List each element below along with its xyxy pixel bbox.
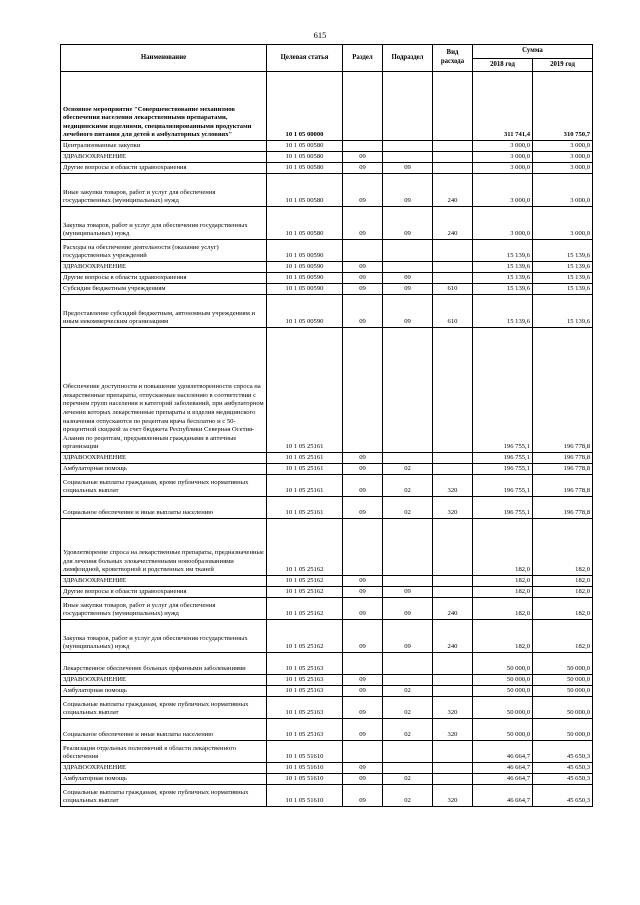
cell-subsection: 09	[383, 284, 433, 295]
cell-section: 09	[343, 785, 383, 807]
cell-subsection	[383, 72, 433, 141]
cell-expense-type	[433, 686, 473, 697]
cell-target: 10 1 05 25163	[267, 719, 343, 741]
cell-amount-2018: 3 000,0	[473, 207, 533, 240]
cell-name: Социальные выплаты гражданам, кроме публичных нормативных социальных выплат	[61, 785, 267, 807]
cell-target: 10 1 05 25162	[267, 587, 343, 598]
cell-subsection: 09	[383, 295, 433, 328]
cell-subsection: 02	[383, 475, 433, 497]
cell-section: 09	[343, 453, 383, 464]
table-row	[61, 174, 593, 207]
cell-amount-2018: 182,0	[473, 598, 533, 620]
cell-amount-2019: 182,0	[533, 576, 593, 587]
cell-amount-2018: 196 755,1	[473, 475, 533, 497]
cell-amount-2019: 50 000,0	[533, 675, 593, 686]
cell-section: 09	[343, 587, 383, 598]
cell-section: 09	[343, 152, 383, 163]
cell-name: Основное мероприятие "Совершенствование механизмов обеспечения населения лекарственными препаратами, медицинскими изделиями, специализированными продуктами лечебного питания для детей в амбулаторных условиях"	[61, 72, 267, 141]
cell-subsection	[383, 741, 433, 763]
cell-name: Амбулаторная помощь	[61, 774, 267, 785]
cell-amount-2018: 182,0	[473, 519, 533, 576]
header-amount: Сумма	[473, 45, 593, 59]
table-row	[61, 741, 593, 763]
cell-amount-2018: 311 741,4	[473, 72, 533, 141]
cell-amount-2018: 196 755,1	[473, 328, 533, 453]
cell-amount-2019: 196 778,8	[533, 497, 593, 519]
cell-target: 10 1 05 00580	[267, 174, 343, 207]
cell-amount-2019: 50 000,0	[533, 653, 593, 675]
cell-target: 10 1 05 25162	[267, 620, 343, 653]
cell-expense-type	[433, 141, 473, 152]
table-row	[61, 598, 593, 620]
cell-expense-type	[433, 152, 473, 163]
cell-subsection: 09	[383, 598, 433, 620]
cell-amount-2018: 15 139,6	[473, 273, 533, 284]
cell-section	[343, 240, 383, 262]
cell-name: ЗДРАВООХРАНЕНИЕ	[61, 675, 267, 686]
table-row	[61, 328, 593, 453]
cell-amount-2018: 196 755,1	[473, 453, 533, 464]
cell-target: 10 1 05 25163	[267, 653, 343, 675]
cell-amount-2018: 182,0	[473, 587, 533, 598]
cell-expense-type: 320	[433, 719, 473, 741]
table-row	[61, 240, 593, 262]
cell-amount-2018: 3 000,0	[473, 174, 533, 207]
cell-target: 10 1 05 51610	[267, 741, 343, 763]
cell-name: Амбулаторная помощь	[61, 464, 267, 475]
cell-subsection: 09	[383, 620, 433, 653]
cell-expense-type	[433, 240, 473, 262]
table-row	[61, 273, 593, 284]
cell-subsection: 02	[383, 464, 433, 475]
cell-subsection: 09	[383, 273, 433, 284]
table-row	[61, 141, 593, 152]
cell-amount-2018: 46 664,7	[473, 774, 533, 785]
cell-amount-2019: 3 000,0	[533, 207, 593, 240]
cell-target: 10 1 05 25161	[267, 328, 343, 453]
cell-expense-type	[433, 576, 473, 587]
cell-section: 09	[343, 262, 383, 273]
header-year-2019: 2019 год	[533, 59, 593, 72]
table-row	[61, 262, 593, 273]
cell-subsection: 02	[383, 686, 433, 697]
cell-amount-2019: 50 000,0	[533, 686, 593, 697]
cell-target: 10 1 05 25162	[267, 576, 343, 587]
cell-target: 10 1 05 25163	[267, 686, 343, 697]
cell-amount-2018: 50 000,0	[473, 719, 533, 741]
cell-amount-2018: 15 139,6	[473, 295, 533, 328]
header-target: Целевая статья	[267, 45, 343, 72]
cell-subsection: 02	[383, 785, 433, 807]
cell-name: Иные закупки товаров, работ и услуг для обеспечения государственных (муниципальных) нужд	[61, 598, 267, 620]
header-subsection: Подраздел	[383, 45, 433, 72]
cell-expense-type: 320	[433, 697, 473, 719]
table-row	[61, 453, 593, 464]
cell-name: Предоставление субсидий бюджетным, автономным учреждениям и иным некоммерческим организациям	[61, 295, 267, 328]
cell-amount-2018: 50 000,0	[473, 686, 533, 697]
table-row	[61, 72, 593, 141]
table-body	[61, 72, 593, 807]
cell-subsection: 09	[383, 163, 433, 174]
cell-amount-2019: 196 778,8	[533, 464, 593, 475]
cell-subsection: 02	[383, 497, 433, 519]
cell-section: 09	[343, 719, 383, 741]
cell-amount-2018: 3 000,0	[473, 163, 533, 174]
cell-subsection	[383, 653, 433, 675]
cell-target: 10 1 05 00590	[267, 273, 343, 284]
cell-expense-type: 320	[433, 475, 473, 497]
cell-amount-2019: 50 000,0	[533, 719, 593, 741]
cell-amount-2019: 3 000,0	[533, 163, 593, 174]
cell-subsection	[383, 240, 433, 262]
cell-expense-type	[433, 72, 473, 141]
cell-section: 09	[343, 620, 383, 653]
cell-target: 10 1 05 00590	[267, 295, 343, 328]
cell-section: 09	[343, 464, 383, 475]
cell-subsection: 09	[383, 207, 433, 240]
cell-amount-2018: 50 000,0	[473, 675, 533, 686]
cell-amount-2019: 45 650,3	[533, 785, 593, 807]
cell-amount-2018: 196 755,1	[473, 464, 533, 475]
cell-amount-2019: 182,0	[533, 587, 593, 598]
cell-amount-2018: 46 664,7	[473, 763, 533, 774]
cell-section: 09	[343, 295, 383, 328]
cell-expense-type	[433, 774, 473, 785]
cell-name: Удовлетворение спроса на лекарственные препараты, предназначенные для лечения больных злокачественными новообразованиями лимфоидной, кроветворной и родственных им тканей	[61, 519, 267, 576]
table-row	[61, 774, 593, 785]
cell-expense-type	[433, 675, 473, 686]
cell-amount-2018: 3 000,0	[473, 152, 533, 163]
cell-subsection: 09	[383, 174, 433, 207]
table-row	[61, 763, 593, 774]
cell-amount-2019: 310 750,7	[533, 72, 593, 141]
table-row	[61, 686, 593, 697]
cell-section	[343, 72, 383, 141]
page-number: 615	[313, 30, 327, 40]
cell-expense-type: 240	[433, 174, 473, 207]
cell-target: 10 1 05 00580	[267, 141, 343, 152]
table-row	[61, 785, 593, 807]
header-section: Раздел	[343, 45, 383, 72]
cell-section: 09	[343, 675, 383, 686]
cell-subsection	[383, 328, 433, 453]
cell-subsection: 02	[383, 719, 433, 741]
cell-amount-2019: 182,0	[533, 598, 593, 620]
cell-amount-2018: 50 000,0	[473, 653, 533, 675]
cell-section: 09	[343, 475, 383, 497]
cell-section	[343, 519, 383, 576]
cell-subsection	[383, 141, 433, 152]
cell-amount-2019: 196 778,8	[533, 328, 593, 453]
cell-amount-2018: 182,0	[473, 620, 533, 653]
cell-amount-2019: 3 000,0	[533, 141, 593, 152]
cell-expense-type	[433, 763, 473, 774]
cell-target: 10 1 05 00590	[267, 284, 343, 295]
table-row	[61, 587, 593, 598]
cell-name: ЗДРАВООХРАНЕНИЕ	[61, 576, 267, 587]
cell-target: 10 1 05 00580	[267, 152, 343, 163]
cell-subsection: 02	[383, 697, 433, 719]
cell-subsection	[383, 576, 433, 587]
cell-target: 10 1 05 00580	[267, 163, 343, 174]
cell-expense-type: 320	[433, 497, 473, 519]
table-row	[61, 284, 593, 295]
cell-target: 10 1 05 25161	[267, 497, 343, 519]
cell-amount-2019: 196 778,8	[533, 453, 593, 464]
cell-target: 10 1 05 25163	[267, 675, 343, 686]
table-row	[61, 719, 593, 741]
cell-name: ЗДРАВООХРАНЕНИЕ	[61, 453, 267, 464]
cell-target: 10 1 05 00580	[267, 207, 343, 240]
cell-amount-2018: 3 000,0	[473, 141, 533, 152]
cell-name: ЗДРАВООХРАНЕНИЕ	[61, 262, 267, 273]
cell-target: 10 1 05 00000	[267, 72, 343, 141]
table-row	[61, 697, 593, 719]
cell-target: 10 1 05 25162	[267, 598, 343, 620]
cell-amount-2018: 46 664,7	[473, 741, 533, 763]
cell-subsection: 09	[383, 587, 433, 598]
cell-subsection	[383, 262, 433, 273]
cell-expense-type	[433, 464, 473, 475]
cell-name: Амбулаторная помощь	[61, 686, 267, 697]
cell-target: 10 1 05 25162	[267, 519, 343, 576]
cell-amount-2018: 196 755,1	[473, 497, 533, 519]
cell-subsection: 02	[383, 774, 433, 785]
cell-expense-type	[433, 587, 473, 598]
table-row	[61, 497, 593, 519]
cell-name: Реализация отдельных полномочий в области лекарственного обеспечения	[61, 741, 267, 763]
cell-name: ЗДРАВООХРАНЕНИЕ	[61, 763, 267, 774]
cell-expense-type	[433, 453, 473, 464]
header-expense-type: Вид расхода	[433, 45, 473, 72]
cell-section: 09	[343, 174, 383, 207]
cell-name: Закупка товаров, работ и услуг для обеспечения государственных (муниципальных) нужд	[61, 620, 267, 653]
cell-amount-2018: 15 139,6	[473, 240, 533, 262]
cell-subsection	[383, 453, 433, 464]
cell-expense-type	[433, 519, 473, 576]
cell-amount-2019: 15 139,6	[533, 240, 593, 262]
cell-expense-type	[433, 653, 473, 675]
cell-subsection	[383, 675, 433, 686]
table-row	[61, 653, 593, 675]
header-year-2018: 2018 год	[473, 59, 533, 72]
table-row	[61, 464, 593, 475]
cell-amount-2019: 50 000,0	[533, 697, 593, 719]
cell-name: Иные закупки товаров, работ и услуг для обеспечения государственных (муниципальных) нужд	[61, 174, 267, 207]
cell-amount-2019: 3 000,0	[533, 174, 593, 207]
cell-section: 09	[343, 697, 383, 719]
cell-amount-2019: 3 000,0	[533, 152, 593, 163]
cell-section	[343, 653, 383, 675]
cell-amount-2019: 182,0	[533, 620, 593, 653]
cell-section: 09	[343, 763, 383, 774]
cell-name: ЗДРАВООХРАНЕНИЕ	[61, 152, 267, 163]
table-row	[61, 295, 593, 328]
cell-name: Субсидии бюджетным учреждениям	[61, 284, 267, 295]
cell-amount-2019: 45 650,3	[533, 763, 593, 774]
cell-name: Расходы на обеспечение деятельности (оказание услуг) государственных учреждений	[61, 240, 267, 262]
cell-target: 10 1 05 51610	[267, 774, 343, 785]
cell-subsection	[383, 152, 433, 163]
cell-section: 09	[343, 686, 383, 697]
cell-amount-2019: 182,0	[533, 519, 593, 576]
cell-section: 09	[343, 163, 383, 174]
cell-name: Социальные выплаты гражданам, кроме публичных нормативных социальных выплат	[61, 475, 267, 497]
cell-section: 09	[343, 284, 383, 295]
cell-amount-2019: 45 650,3	[533, 741, 593, 763]
cell-name: Другие вопросы в области здравоохранения	[61, 163, 267, 174]
cell-amount-2018: 182,0	[473, 576, 533, 587]
cell-target: 10 1 05 00590	[267, 240, 343, 262]
cell-name: Закупка товаров, работ и услуг для обеспечения государственных (муниципальных) нужд	[61, 207, 267, 240]
cell-expense-type: 240	[433, 598, 473, 620]
cell-expense-type: 240	[433, 207, 473, 240]
cell-section: 09	[343, 576, 383, 587]
cell-name: Социальные выплаты гражданам, кроме публичных нормативных социальных выплат	[61, 697, 267, 719]
header-name: Наименование	[61, 45, 267, 72]
cell-name: Другие вопросы в области здравоохранения	[61, 273, 267, 284]
table-row	[61, 207, 593, 240]
cell-subsection	[383, 519, 433, 576]
cell-section: 09	[343, 273, 383, 284]
cell-section: 09	[343, 598, 383, 620]
table-row	[61, 675, 593, 686]
cell-amount-2019: 15 139,6	[533, 295, 593, 328]
cell-target: 10 1 05 25161	[267, 464, 343, 475]
cell-target: 10 1 05 25161	[267, 475, 343, 497]
cell-section	[343, 141, 383, 152]
cell-section: 09	[343, 774, 383, 785]
cell-amount-2018: 50 000,0	[473, 697, 533, 719]
cell-expense-type: 320	[433, 785, 473, 807]
cell-target: 10 1 05 51610	[267, 785, 343, 807]
cell-target: 10 1 05 00590	[267, 262, 343, 273]
cell-name: Социальное обеспечение и иные выплаты населению	[61, 719, 267, 741]
cell-target: 10 1 05 25163	[267, 697, 343, 719]
budget-table	[60, 44, 593, 807]
cell-amount-2019: 15 139,6	[533, 262, 593, 273]
table-row	[61, 519, 593, 576]
cell-amount-2019: 45 650,3	[533, 774, 593, 785]
cell-target: 10 1 05 25161	[267, 453, 343, 464]
cell-name: Обеспечение доступности и повышение удовлетворенности спроса на лекарственные препараты, отпускаемые населению в соответствии с перечнем групп населения и категорий заболеваний, при амбулаторном лечении которых лекарственные препараты и изделия медицинского назначения отпускаются по рецептам врача бесплатно и с 50-процентной скидкой за счет бюджета Республики Северная Осетия-Алания по рецептам, предъявленным гражданами в аптечные организации	[61, 328, 267, 453]
cell-amount-2018: 15 139,6	[473, 284, 533, 295]
cell-name: Лекарственное обеспечение больных орфанными заболеваниями	[61, 653, 267, 675]
cell-amount-2019: 15 139,6	[533, 284, 593, 295]
cell-amount-2019: 196 778,8	[533, 475, 593, 497]
cell-expense-type	[433, 262, 473, 273]
cell-name: Социальное обеспечение и иные выплаты населению	[61, 497, 267, 519]
cell-section: 09	[343, 207, 383, 240]
cell-section	[343, 741, 383, 763]
cell-expense-type	[433, 328, 473, 453]
cell-expense-type	[433, 163, 473, 174]
cell-name: Централизованные закупки	[61, 141, 267, 152]
cell-name: Другие вопросы в области здравоохранения	[61, 587, 267, 598]
table-row	[61, 576, 593, 587]
cell-section: 09	[343, 497, 383, 519]
cell-amount-2019: 15 139,6	[533, 273, 593, 284]
table-row	[61, 620, 593, 653]
cell-subsection	[383, 763, 433, 774]
cell-expense-type	[433, 273, 473, 284]
cell-expense-type: 240	[433, 620, 473, 653]
cell-section	[343, 328, 383, 453]
cell-expense-type: 610	[433, 295, 473, 328]
cell-target: 10 1 05 51610	[267, 763, 343, 774]
cell-expense-type	[433, 741, 473, 763]
cell-expense-type: 610	[433, 284, 473, 295]
table-row	[61, 163, 593, 174]
table-row	[61, 152, 593, 163]
cell-amount-2018: 46 664,7	[473, 785, 533, 807]
table-row	[61, 475, 593, 497]
cell-amount-2018: 15 139,6	[473, 262, 533, 273]
